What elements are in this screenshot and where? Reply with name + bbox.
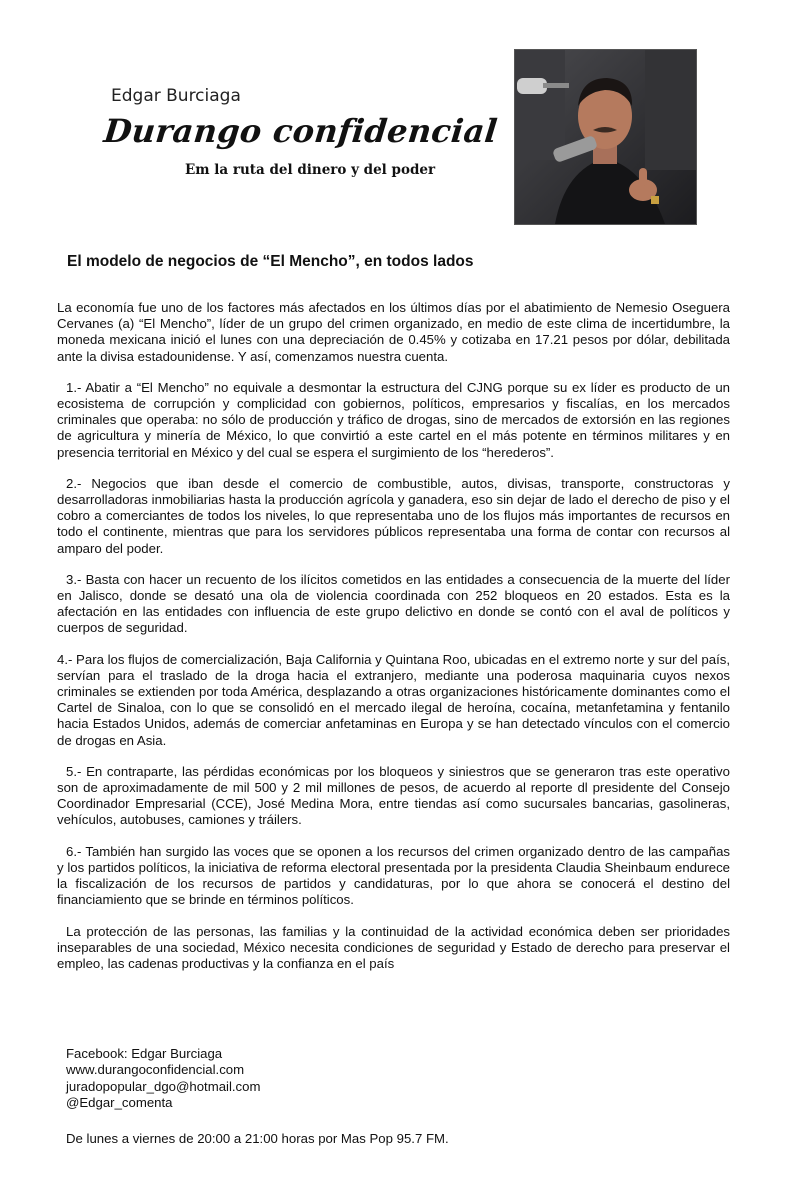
article-paragraph: 5.- En contraparte, las pérdidas económicas por los bloqueos y siniestros que se generaron tras este operativo son de aproximadamente de mil 500 y 2 mil millones de pesos, de acuerdo al reporte dl presidente del Consejo Coordinador Empresarial (CCE), José Medina Mora, entre tiendas así como sucursales bancarias, gasolineras, vehículos, autobuses, camiones y tráilers.	[57, 763, 730, 828]
column-tagline: Em la ruta del dinero y del poder	[185, 162, 436, 178]
article-paragraph: 4.- Para los flujos de comercialización, Baja California y Quintana Roo, ubicadas en el extremo norte y sur del país, servían para el traslado de la droga hacia el extranjero, mediante una poderosa maquinaria cuyos nexos criminales se extienden por toda América, desplazando a otras organizaciones históricamente dominantes como el Cartel de Sinaloa, con lo que se consolidó en el mercado ilegal de heroína, cocaína, metanfetamina y fentanilo hacia Estados Unidos, además de comerciar anfetaminas en Europa y se han detectado vínculos con el comercio de drogas en Asia.	[57, 651, 730, 748]
article-paragraph: 3.- Basta con hacer un recuento de los ilícitos cometidos en las entidades a consecuencia de la muerte del líder en Jalisco, donde se desató una ola de violencia coordinada con 252 bloqueos en 20 estados. Esta es la afectación en las entidades con influencia de este grupo delictivo en donde se contó con el aval de políticos y cuerpos de seguridad.	[57, 571, 730, 636]
column-logo-title: Durango confidencial	[102, 112, 500, 150]
facebook-line: Facebook: Edgar Burciaga	[66, 1046, 223, 1061]
website-link: www.durangoconfidencial.com	[66, 1062, 245, 1078]
article-paragraph: La economía fue uno de los factores más afectados en los últimos días por el abatimiento de Nemesio Oseguera Cervanes (a) “El Mencho”, líder de un grupo del crimen organizado, en medio de este clima de incertidumbre, la moneda mexicana inició el lunes con una depreciación de 0.45% y cotizaba en 17.21 pesos por dólar, debilitada ante la divisa estadounidense. Y así, comenzamos nuestra cuenta.	[57, 300, 730, 364]
article-paragraph: 2.- Negocios que iban desde el comercio de combustible, autos, divisas, transporte, constructoras y desarrolladoras inmobiliarias hasta la producción agrícola y ganadera, eso sin dejar de lado el derecho de piso y el cobro a comerciantes de todos los niveles, lo que representaba uno de los flujos más importantes de recursos en todo el continente, mientras que para los servidores públicos representaba una forma de contar con recursos al amparo del poder.	[57, 475, 730, 556]
email-link: juradopopular_dgo@hotmail.com	[66, 1078, 261, 1094]
broadcast-schedule: De lunes a viernes de 20:00 a 21:00 horas por Mas Pop 95.7 FM.	[66, 1131, 449, 1146]
author-name: Edgar Burciaga	[111, 86, 241, 106]
author-photo	[514, 49, 697, 225]
article-body	[57, 300, 730, 987]
article-headline: El modelo de negocios de “El Mencho”, en todos lados	[67, 253, 474, 270]
contact-block	[66, 1046, 260, 1111]
article-paragraph: 6.- También han surgido las voces que se oponen a los recursos del crimen organizado dentro de las campañas y los partidos políticos, la iniciativa de reforma electoral presentada por la presidenta Claudia Sheinbaum endurece la fiscalización de los recursos de partidos y candidaturas, por lo que ahora se conocerá el destino del financiamiento que se brinde en términos políticos.	[57, 843, 730, 908]
article-paragraph: La protección de las personas, las familias y la continuidad de la actividad económica deben ser prioridades inseparables de una sociedad, México necesita condiciones de seguridad y Estado de derecho para preservar el empleo, las cadenas productivas y la confianza en el país	[57, 923, 730, 971]
article-paragraph: 1.- Abatir a “El Mencho” no equivale a desmontar la estructura del CJNG porque su ex líder es producto de un ecosistema de corrupción y complicidad con gobiernos, políticos, empresarios y fiscalías, en los mercados criminales que operaba: no sólo de producción y tráfico de drogas, sino de mercados de extorsión en las regiones de agricultura y minería de México, lo que convirtió a este cartel en el más potente en términos militares y en presencia territorial en México y del cual se espera el surgimiento de los “herederos”.	[57, 379, 730, 460]
twitter-handle: @Edgar_comenta	[66, 1094, 173, 1110]
